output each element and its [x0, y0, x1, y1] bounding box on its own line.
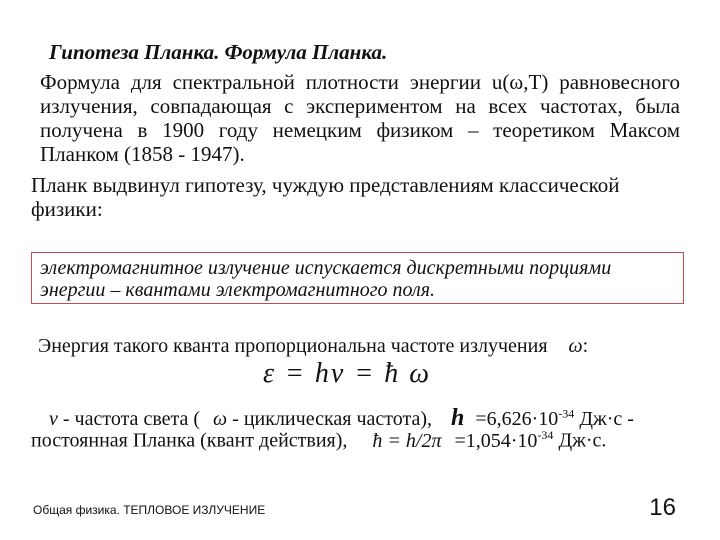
- page-number: 16: [649, 494, 676, 521]
- hbar-exponent: -34: [537, 428, 554, 442]
- footer-text: Общая физика. ТЕПЛОВОЕ ИЗЛУЧЕНИЕ: [33, 503, 266, 517]
- energy-text: Энергия такого кванта пропорциональна частоте излучения: [38, 335, 548, 357]
- colon: :: [582, 335, 589, 357]
- hbar-value: =1,054·10: [454, 429, 538, 452]
- hypothesis-paragraph: Планк выдвинул гипотезу, чуждую представлениям классической физики:: [31, 173, 620, 221]
- nu-symbol: ν: [49, 408, 58, 430]
- h-unit: Дж·с -: [579, 408, 634, 430]
- h-exponent: -34: [558, 406, 575, 421]
- h-symbol: h: [451, 405, 465, 431]
- hbar-formula: ħ = h/2π: [372, 429, 442, 452]
- hypothesis-text: электромагнитное излучение испускается дискретными порциями энергии – квантами электромагнитного поля.: [40, 257, 612, 301]
- omega-definition: - циклическая частота),: [232, 408, 432, 430]
- planck-formula: ε = hν = ħ ω: [263, 358, 432, 389]
- hypothesis-highlight-box: [31, 252, 684, 304]
- energy-proportionality-line: [38, 335, 588, 358]
- intro-paragraph: Формула для спектральной плотности энергии u(ω,T) равновесного излучения, совпадающая с экспериментом на всех частотах, была получена в 1900 году немецким физиком – теоретиком Максом Планком (1858 - 1947).: [40, 70, 680, 166]
- omega-symbol: ω: [568, 335, 583, 357]
- h-value: =6,626·10: [475, 408, 559, 430]
- planck-constant-text: постоянная Планка (квант действия),: [31, 429, 348, 452]
- hbar-unit: Дж·с.: [558, 429, 607, 452]
- nu-definition: - частота света (: [62, 408, 201, 430]
- omega-symbol-2: ω: [213, 408, 228, 430]
- definitions-line-2: [31, 428, 606, 453]
- slide-title: Гипотеза Планка. Формула Планка.: [49, 40, 388, 64]
